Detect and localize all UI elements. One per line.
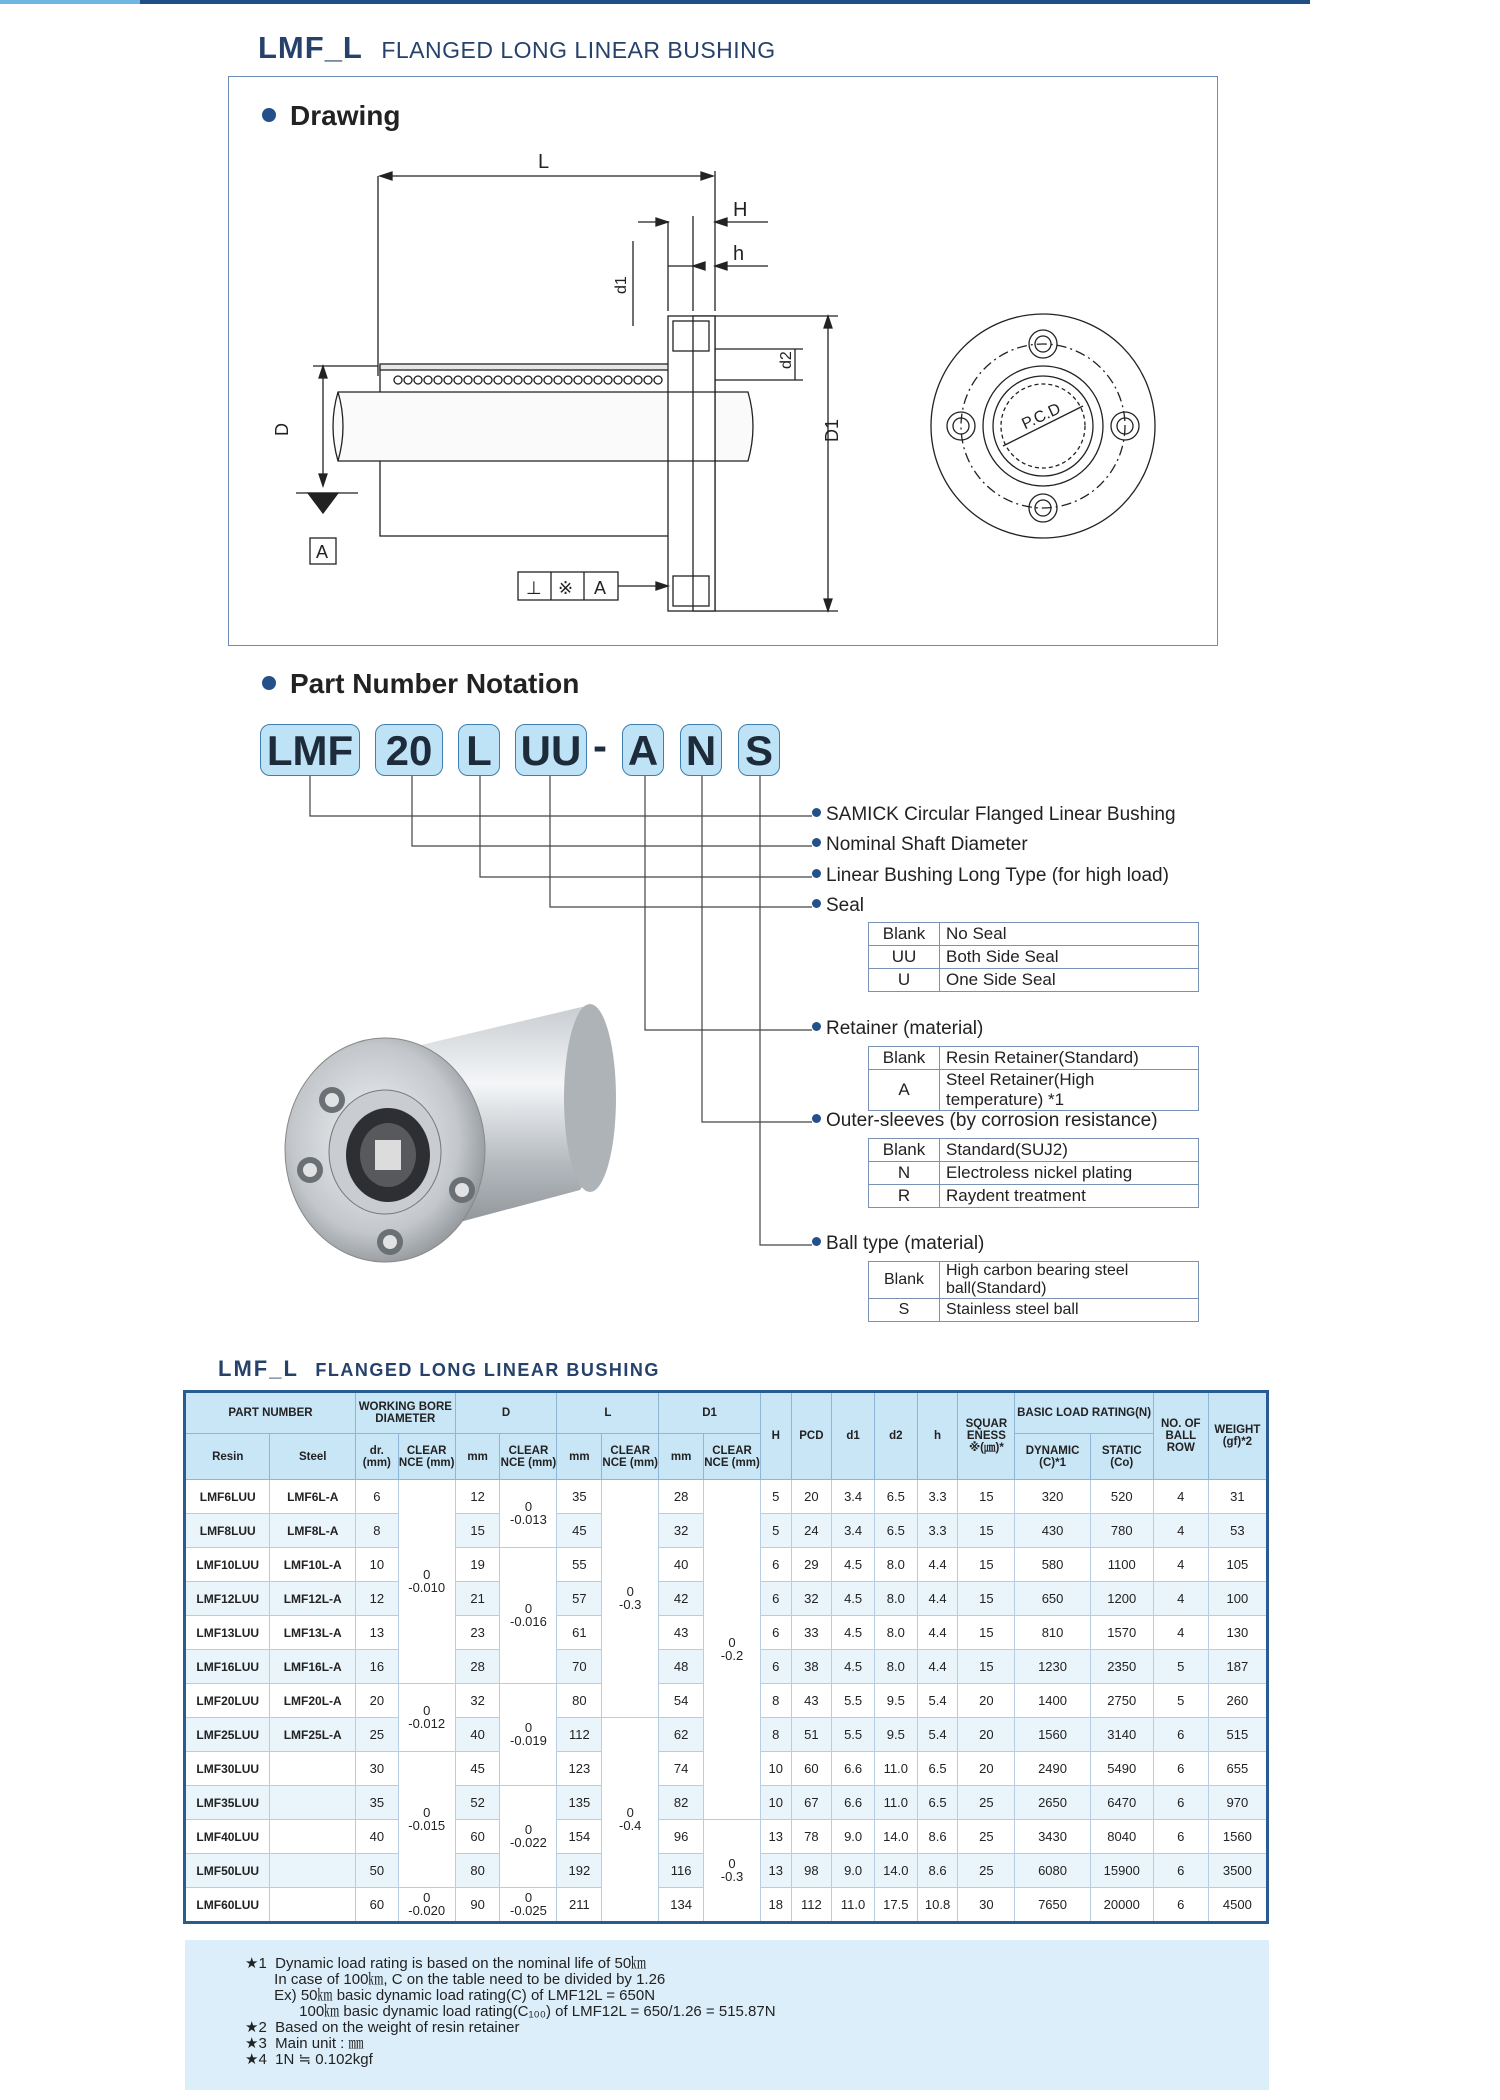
flange-thickness: 8 — [761, 1684, 792, 1718]
flange-thickness: 8 — [761, 1718, 792, 1752]
counterbore-d2: 11.0 — [874, 1786, 917, 1820]
flange-diameter: 96 — [659, 1820, 704, 1854]
notation-item-series: SAMICK Circular Flanged Linear Bushing — [812, 804, 1176, 826]
part-number-steel: LMF20L-A — [270, 1684, 355, 1718]
dr-tolerance: 0 -0.015 — [398, 1752, 455, 1888]
footnote-line: 100㎞ basic dynamic load rating(C₁₀₀) of LMF12L = 650/1.26 = 515.87N — [245, 2003, 776, 2020]
th-dynamic: DYNAMIC (C)*1 — [1015, 1434, 1090, 1480]
static-load: 3140 — [1090, 1718, 1153, 1752]
length: 61 — [557, 1616, 602, 1650]
dr-tolerance: 0 -0.012 — [398, 1684, 455, 1752]
pn-part-ball: S — [738, 724, 780, 776]
weight: 970 — [1208, 1786, 1267, 1820]
dim-L-label: L — [538, 151, 550, 173]
squareness: 15 — [958, 1548, 1015, 1582]
part-number-steel — [270, 1752, 355, 1786]
flange-diameter: 116 — [659, 1854, 704, 1888]
bore-diameter: 40 — [355, 1820, 398, 1854]
datum-ref-label: A — [594, 578, 607, 598]
static-load: 1570 — [1090, 1616, 1153, 1650]
th-working-bore: WORKING BORE DIAMETER — [355, 1392, 455, 1434]
squareness: 15 — [958, 1480, 1015, 1514]
static-load: 6470 — [1090, 1786, 1153, 1820]
dr-tolerance: 0 -0.020 — [398, 1888, 455, 1923]
spec-table-title-name: FLANGED LONG LINEAR BUSHING — [315, 1360, 660, 1380]
flange-thickness: 5 — [761, 1514, 792, 1548]
part-number-resin: LMF60LUU — [185, 1888, 270, 1923]
squareness: 15 — [958, 1514, 1015, 1548]
outer-diameter: 40 — [455, 1718, 500, 1752]
th-weight: WEIGHT (gf)*2 — [1208, 1392, 1267, 1480]
ball-rows: 4 — [1153, 1480, 1208, 1514]
counterbore-d2: 6.5 — [874, 1480, 917, 1514]
dim-D-label: D — [272, 423, 292, 436]
bore-diameter: 12 — [355, 1582, 398, 1616]
th-L-mm: mm — [557, 1434, 602, 1480]
notation-item-retainer: Retainer (material) — [812, 1018, 983, 1040]
squareness: 15 — [958, 1616, 1015, 1650]
spec-table — [183, 1390, 1269, 1924]
counterbore-d2: 6.5 — [874, 1514, 917, 1548]
th-D-clearance: CLEAR NCE (mm) — [500, 1434, 557, 1480]
ball-rows: 4 — [1153, 1616, 1208, 1650]
flange-thickness: 5 — [761, 1480, 792, 1514]
th-D1: D1 — [659, 1392, 761, 1434]
counterbore-depth: 3.3 — [917, 1514, 958, 1548]
pcd: 32 — [791, 1582, 832, 1616]
length: 45 — [557, 1514, 602, 1548]
bore-diameter: 10 — [355, 1548, 398, 1582]
D1-tolerance: 0 -0.3 — [704, 1820, 761, 1923]
ball-options-table: Blank High carbon bearing steel ball(Standard) S Stainless steel ball — [868, 1261, 1199, 1322]
pn-part-sleeve: N — [680, 724, 722, 776]
ball-rows: 6 — [1153, 1752, 1208, 1786]
pcd: 43 — [791, 1684, 832, 1718]
flange-diameter: 134 — [659, 1888, 704, 1923]
D-tolerance: 0 -0.016 — [500, 1548, 557, 1684]
th-dr: dr. (mm) — [355, 1434, 398, 1480]
static-load: 520 — [1090, 1480, 1153, 1514]
outer-diameter: 52 — [455, 1786, 500, 1820]
pcd: 24 — [791, 1514, 832, 1548]
weight: 3500 — [1208, 1854, 1267, 1888]
L-tolerance: 0 -0.3 — [602, 1480, 659, 1718]
pcd: 20 — [791, 1480, 832, 1514]
weight: 4500 — [1208, 1888, 1267, 1923]
part-number-resin: LMF10LUU — [185, 1548, 270, 1582]
ball-rows: 5 — [1153, 1684, 1208, 1718]
static-load: 1200 — [1090, 1582, 1153, 1616]
outer-diameter: 23 — [455, 1616, 500, 1650]
flange-thickness: 6 — [761, 1548, 792, 1582]
bolt-hole-d1: 3.4 — [832, 1514, 875, 1548]
outer-diameter: 12 — [455, 1480, 500, 1514]
dynamic-load: 1230 — [1015, 1650, 1090, 1684]
bolt-hole-d1: 4.5 — [832, 1582, 875, 1616]
weight: 655 — [1208, 1752, 1267, 1786]
footnote-line: ★4 1N ≒ 0.102kgf — [245, 2051, 373, 2068]
length: 70 — [557, 1650, 602, 1684]
length: 35 — [557, 1480, 602, 1514]
length: 123 — [557, 1752, 602, 1786]
static-load: 15900 — [1090, 1854, 1153, 1888]
pcd: 38 — [791, 1650, 832, 1684]
outer-diameter: 45 — [455, 1752, 500, 1786]
notation-item-sleeve: Outer-sleeves (by corrosion resistance) — [812, 1110, 1158, 1132]
squareness: 25 — [958, 1786, 1015, 1820]
pcd: 78 — [791, 1820, 832, 1854]
part-number-steel — [270, 1888, 355, 1923]
bore-diameter: 35 — [355, 1786, 398, 1820]
footnote-line: ★2 Based on the weight of resin retainer — [245, 2019, 520, 2036]
pcd: 51 — [791, 1718, 832, 1752]
flange-diameter: 28 — [659, 1480, 704, 1514]
th-D-mm: mm — [455, 1434, 500, 1480]
counterbore-depth: 10.8 — [917, 1888, 958, 1923]
retainer-options-table: Blank Resin Retainer(Standard) A Steel Retainer(High temperature) *1 — [868, 1046, 1199, 1111]
weight: 105 — [1208, 1548, 1267, 1582]
ball-rows: 5 — [1153, 1650, 1208, 1684]
th-D1-mm: mm — [659, 1434, 704, 1480]
th-static: STATIC (Co) — [1090, 1434, 1153, 1480]
bolt-hole-d1: 5.5 — [832, 1718, 875, 1752]
part-number-steel — [270, 1820, 355, 1854]
static-load: 2750 — [1090, 1684, 1153, 1718]
dynamic-load: 320 — [1015, 1480, 1090, 1514]
pn-part-type: L — [458, 724, 500, 776]
squareness: 20 — [958, 1752, 1015, 1786]
weight: 31 — [1208, 1480, 1267, 1514]
weight: 53 — [1208, 1514, 1267, 1548]
ball-rows: 4 — [1153, 1582, 1208, 1616]
table-row — [185, 1480, 1268, 1514]
part-number-resin: LMF8LUU — [185, 1514, 270, 1548]
weight: 100 — [1208, 1582, 1267, 1616]
counterbore-depth: 8.6 — [917, 1820, 958, 1854]
static-load: 20000 — [1090, 1888, 1153, 1923]
ball-rows: 4 — [1153, 1548, 1208, 1582]
part-number-steel — [270, 1786, 355, 1820]
static-load: 5490 — [1090, 1752, 1153, 1786]
notation-section-label: Part Number Notation — [290, 668, 580, 699]
counterbore-d2: 8.0 — [874, 1548, 917, 1582]
notation-item-seal: Seal — [812, 895, 864, 917]
dr-tolerance: 0 -0.010 — [398, 1480, 455, 1684]
counterbore-depth: 6.5 — [917, 1752, 958, 1786]
length: 135 — [557, 1786, 602, 1820]
part-number-steel: LMF25L-A — [270, 1718, 355, 1752]
perpendicularity-symbol: ⊥ — [526, 578, 542, 598]
page-title-name: FLANGED LONG LINEAR BUSHING — [381, 37, 776, 63]
flange-thickness: 18 — [761, 1888, 792, 1923]
notation-item-type: Linear Bushing Long Type (for high load) — [812, 865, 1169, 887]
counterbore-depth: 4.4 — [917, 1582, 958, 1616]
dynamic-load: 580 — [1015, 1548, 1090, 1582]
dim-D1-label: D1 — [822, 418, 842, 442]
dynamic-load: 6080 — [1015, 1854, 1090, 1888]
pn-part-shaft: 20 — [375, 724, 443, 776]
spec-table-title-code: LMF_L — [218, 1356, 299, 1381]
flange-diameter: 48 — [659, 1650, 704, 1684]
part-number-steel: LMF12L-A — [270, 1582, 355, 1616]
th-D: D — [455, 1392, 557, 1434]
bore-diameter: 30 — [355, 1752, 398, 1786]
weight: 260 — [1208, 1684, 1267, 1718]
dynamic-load: 2490 — [1015, 1752, 1090, 1786]
flange-diameter: 32 — [659, 1514, 704, 1548]
part-number-steel — [270, 1854, 355, 1888]
counterbore-depth: 4.4 — [917, 1548, 958, 1582]
L-tolerance: 0 -0.4 — [602, 1718, 659, 1923]
counterbore-depth: 8.6 — [917, 1854, 958, 1888]
dynamic-load: 650 — [1015, 1582, 1090, 1616]
pcd: 29 — [791, 1548, 832, 1582]
bolt-hole-d1: 9.0 — [832, 1854, 875, 1888]
part-number-resin: LMF12LUU — [185, 1582, 270, 1616]
dynamic-load: 3430 — [1015, 1820, 1090, 1854]
th-dr-clearance: CLEAR NCE (mm) — [398, 1434, 455, 1480]
length: 211 — [557, 1888, 602, 1923]
weight: 1560 — [1208, 1820, 1267, 1854]
part-number-steel: LMF8L-A — [270, 1514, 355, 1548]
length: 80 — [557, 1684, 602, 1718]
static-load: 2350 — [1090, 1650, 1153, 1684]
length: 55 — [557, 1548, 602, 1582]
outer-diameter: 90 — [455, 1888, 500, 1923]
bolt-hole-d1: 6.6 — [832, 1752, 875, 1786]
squareness: 15 — [958, 1582, 1015, 1616]
part-number-resin: LMF16LUU — [185, 1650, 270, 1684]
counterbore-d2: 11.0 — [874, 1752, 917, 1786]
D-tolerance: 0 -0.022 — [500, 1786, 557, 1888]
bolt-hole-d1: 9.0 — [832, 1820, 875, 1854]
pcd: 67 — [791, 1786, 832, 1820]
bolt-hole-d1: 3.4 — [832, 1480, 875, 1514]
dynamic-load: 430 — [1015, 1514, 1090, 1548]
D1-tolerance: 0 -0.2 — [704, 1480, 761, 1820]
flange-thickness: 10 — [761, 1786, 792, 1820]
weight: 130 — [1208, 1616, 1267, 1650]
weight: 187 — [1208, 1650, 1267, 1684]
flange-diameter: 43 — [659, 1616, 704, 1650]
counterbore-depth: 4.4 — [917, 1650, 958, 1684]
squareness: 15 — [958, 1650, 1015, 1684]
dim-H-label: H — [733, 199, 748, 221]
bolt-hole-d1: 4.5 — [832, 1548, 875, 1582]
static-load: 8040 — [1090, 1820, 1153, 1854]
counterbore-d2: 14.0 — [874, 1820, 917, 1854]
counterbore-d2: 8.0 — [874, 1616, 917, 1650]
ball-rows: 6 — [1153, 1854, 1208, 1888]
notation-item-ball: Ball type (material) — [812, 1233, 984, 1255]
ball-rows: 6 — [1153, 1786, 1208, 1820]
th-steel: Steel — [270, 1434, 355, 1480]
dim-h-label: h — [733, 243, 745, 265]
spec-table-title — [218, 1356, 660, 1382]
bore-diameter: 25 — [355, 1718, 398, 1752]
sleeve-options-table: Blank Standard(SUJ2) N Electroless nickel plating R Raydent treatment — [868, 1138, 1199, 1208]
flange-thickness: 6 — [761, 1582, 792, 1616]
dynamic-load: 7650 — [1015, 1888, 1090, 1923]
outer-diameter: 32 — [455, 1684, 500, 1718]
th-L-clearance: CLEAR NCE (mm) — [602, 1434, 659, 1480]
th-D1-clearance: CLEAR NCE (mm) — [704, 1434, 761, 1480]
counterbore-depth: 5.4 — [917, 1718, 958, 1752]
part-number-resin: LMF13LUU — [185, 1616, 270, 1650]
bolt-hole-d1: 5.5 — [832, 1684, 875, 1718]
flange-thickness: 13 — [761, 1854, 792, 1888]
datum-A-label: A — [316, 542, 329, 562]
bore-diameter: 60 — [355, 1888, 398, 1923]
weight: 515 — [1208, 1718, 1267, 1752]
part-number-steel: LMF6L-A — [270, 1480, 355, 1514]
flange-diameter: 82 — [659, 1786, 704, 1820]
part-number-steel: LMF16L-A — [270, 1650, 355, 1684]
D-tolerance: 0 -0.013 — [500, 1480, 557, 1548]
squareness: 20 — [958, 1684, 1015, 1718]
ball-rows: 6 — [1153, 1718, 1208, 1752]
footnote-line: In case of 100㎞, C on the table need to be divided by 1.26 — [245, 1971, 666, 1988]
bore-diameter: 50 — [355, 1854, 398, 1888]
squareness: 25 — [958, 1854, 1015, 1888]
length: 57 — [557, 1582, 602, 1616]
th-part-number: PART NUMBER — [185, 1392, 356, 1434]
bore-diameter: 13 — [355, 1616, 398, 1650]
squareness: 20 — [958, 1718, 1015, 1752]
th-H: H — [761, 1392, 792, 1480]
dynamic-load: 810 — [1015, 1616, 1090, 1650]
outer-diameter: 60 — [455, 1820, 500, 1854]
table-row — [185, 1820, 1268, 1854]
length: 112 — [557, 1718, 602, 1752]
pcd-label: P.C.D — [1019, 400, 1064, 434]
drawing-section-label: Drawing — [290, 100, 401, 131]
bore-diameter: 16 — [355, 1650, 398, 1684]
flange-diameter: 74 — [659, 1752, 704, 1786]
counterbore-d2: 9.5 — [874, 1684, 917, 1718]
bore-diameter: 20 — [355, 1684, 398, 1718]
squareness: 25 — [958, 1820, 1015, 1854]
part-number-resin: LMF50LUU — [185, 1854, 270, 1888]
th-h: h — [917, 1392, 958, 1480]
th-L: L — [557, 1392, 659, 1434]
part-number-resin: LMF30LUU — [185, 1752, 270, 1786]
counterbore-depth: 4.4 — [917, 1616, 958, 1650]
dim-d2-label: d2 — [778, 351, 795, 369]
th-ball-row: NO. OF BALL ROW — [1153, 1392, 1208, 1480]
squareness: 30 — [958, 1888, 1015, 1923]
footnote-line: ★3 Main unit : ㎜ — [245, 2035, 364, 2052]
counterbore-d2: 14.0 — [874, 1854, 917, 1888]
counterbore-d2: 17.5 — [874, 1888, 917, 1923]
dynamic-load: 2650 — [1015, 1786, 1090, 1820]
pcd: 98 — [791, 1854, 832, 1888]
part-number-resin: LMF20LUU — [185, 1684, 270, 1718]
pn-part-series: LMF — [260, 724, 360, 776]
th-squareness: SQUAR ENESS ※(㎛)* — [958, 1392, 1015, 1480]
bolt-hole-d1: 11.0 — [832, 1888, 875, 1923]
part-number-resin: LMF25LUU — [185, 1718, 270, 1752]
bore-diameter: 6 — [355, 1480, 398, 1514]
counterbore-depth: 5.4 — [917, 1684, 958, 1718]
page-title-code: LMF_L — [258, 30, 363, 65]
counterbore-d2: 9.5 — [874, 1718, 917, 1752]
outer-diameter: 19 — [455, 1548, 500, 1582]
flange-diameter: 62 — [659, 1718, 704, 1752]
flange-thickness: 6 — [761, 1650, 792, 1684]
th-d2: d2 — [874, 1392, 917, 1480]
ball-rows: 4 — [1153, 1514, 1208, 1548]
part-number-steel: LMF10L-A — [270, 1548, 355, 1582]
pn-dash: - — [593, 722, 607, 769]
flange-thickness: 13 — [761, 1820, 792, 1854]
product-image — [280, 990, 640, 1280]
part-number-steel: LMF13L-A — [270, 1616, 355, 1650]
flange-thickness: 10 — [761, 1752, 792, 1786]
footnote-line: Ex) 50㎞ basic dynamic load rating(C) of LMF12L = 650N — [245, 1987, 656, 2004]
pn-part-retainer: A — [622, 724, 664, 776]
footnote-line: ★1 Dynamic load rating is based on the nominal life of 50㎞ — [245, 1955, 647, 1972]
flange-thickness: 6 — [761, 1616, 792, 1650]
outer-diameter: 15 — [455, 1514, 500, 1548]
counterbore-d2: 8.0 — [874, 1650, 917, 1684]
bore-diameter: 8 — [355, 1514, 398, 1548]
bolt-hole-d1: 4.5 — [832, 1616, 875, 1650]
th-d1: d1 — [832, 1392, 875, 1480]
counterbore-d2: 8.0 — [874, 1582, 917, 1616]
counterbore-depth: 6.5 — [917, 1786, 958, 1820]
outer-diameter: 21 — [455, 1582, 500, 1616]
pn-part-seal: UU — [515, 724, 587, 776]
th-resin: Resin — [185, 1434, 270, 1480]
footnotes — [185, 1940, 1269, 2090]
th-PCD: PCD — [791, 1392, 832, 1480]
pcd: 112 — [791, 1888, 832, 1923]
part-number-resin: LMF6LUU — [185, 1480, 270, 1514]
dim-d1-label: d1 — [613, 276, 630, 294]
static-load: 780 — [1090, 1514, 1153, 1548]
dynamic-load: 1400 — [1015, 1684, 1090, 1718]
dynamic-load: 1560 — [1015, 1718, 1090, 1752]
ball-rows: 6 — [1153, 1888, 1208, 1923]
outer-diameter: 80 — [455, 1854, 500, 1888]
part-number-resin: LMF35LUU — [185, 1786, 270, 1820]
bolt-hole-d1: 4.5 — [832, 1650, 875, 1684]
th-load-rating: BASIC LOAD RATING(N) — [1015, 1392, 1153, 1434]
flange-diameter: 42 — [659, 1582, 704, 1616]
pcd: 33 — [791, 1616, 832, 1650]
flange-diameter: 54 — [659, 1684, 704, 1718]
pcd: 60 — [791, 1752, 832, 1786]
flange-diameter: 40 — [659, 1548, 704, 1582]
counterbore-depth: 3.3 — [917, 1480, 958, 1514]
seal-options-table: Blank No Seal UU Both Side Seal U One Side Seal — [868, 922, 1199, 992]
reference-mark-icon: ※ — [558, 578, 574, 598]
part-number-resin: LMF40LUU — [185, 1820, 270, 1854]
D-tolerance: 0 -0.019 — [500, 1684, 557, 1786]
bolt-hole-d1: 6.6 — [832, 1786, 875, 1820]
ball-rows: 6 — [1153, 1820, 1208, 1854]
outer-diameter: 28 — [455, 1650, 500, 1684]
notation-item-shaft: Nominal Shaft Diameter — [812, 834, 1028, 856]
D-tolerance: 0 -0.025 — [500, 1888, 557, 1923]
length: 192 — [557, 1854, 602, 1888]
length: 154 — [557, 1820, 602, 1854]
static-load: 1100 — [1090, 1548, 1153, 1582]
